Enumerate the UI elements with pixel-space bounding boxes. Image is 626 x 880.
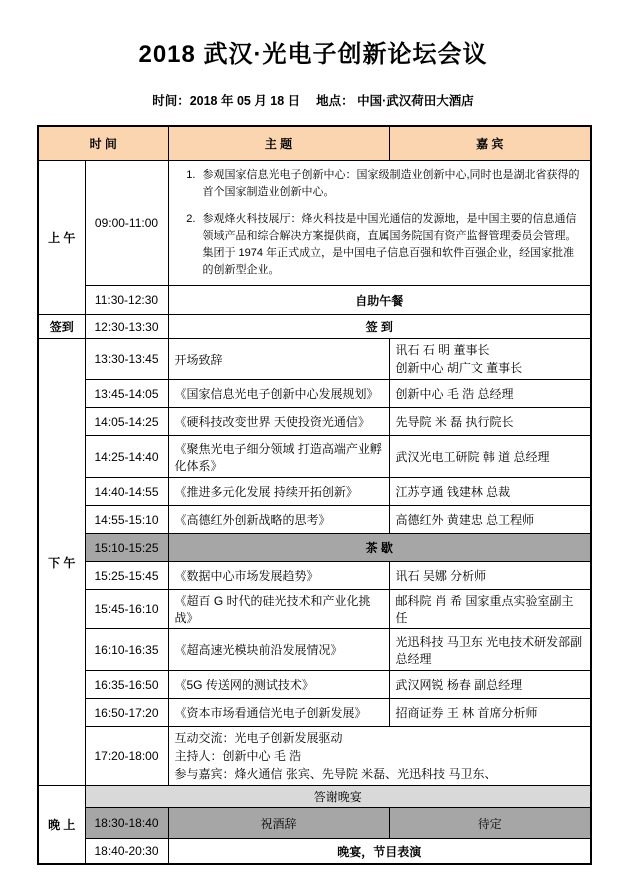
table-row [38, 808, 591, 839]
toast-cell: 祝酒辞 [168, 808, 389, 839]
table-row [38, 436, 591, 478]
guest-cell: 招商证券 王 林 首席分析师 [389, 699, 591, 727]
table-row [38, 671, 591, 699]
time-cell: 16:50-17:20 [85, 699, 168, 727]
table-header-row [38, 126, 591, 161]
visit-item: 2. 参观烽火科技展厅：烽火科技是中国光通信的发源地，是中国主要的信息通信领域产品和综合解决方案提供商，直属国务院国有资产监督管理委员会管理。集团于 1974 年正式成立，是中国电子信息百强和软件百强企业，经国家批准的创新型企业。 [199, 211, 585, 279]
time-cell: 18:40-20:30 [85, 839, 168, 864]
header-time: 时 间 [38, 126, 168, 161]
toast-guest-cell: 待定 [389, 808, 591, 839]
time-cell: 16:35-16:50 [85, 671, 168, 699]
topic-cell: 《国家信息光电子创新中心发展规划》 [168, 380, 389, 408]
checkin-banner: 签 到 [168, 315, 591, 339]
time-cell: 12:30-13:30 [85, 315, 168, 339]
topic-cell: 《超百 G 时代的硅光技术和产业化挑战》 [168, 590, 389, 629]
table-row [38, 699, 591, 727]
period-cell-evening: 晚 上 [38, 786, 85, 864]
table-row [38, 478, 591, 506]
visit-item: 1. 参观国家信息光电子创新中心：国家级制造业创新中心,同时也是湖北省获得的首个国家制造业创新中心。 [199, 167, 585, 201]
table-row [38, 380, 591, 408]
time-cell: 14:55-15:10 [85, 506, 168, 534]
time-cell: 15:10-15:25 [85, 534, 168, 562]
visit-list [175, 167, 585, 279]
table-row [38, 562, 591, 590]
guest-cell: 光迅科技 马卫东 光电技术研发部副总经理 [389, 629, 591, 671]
table-row [38, 590, 591, 629]
topic-cell: 《硬科技改变世界 天使投资光通信》 [168, 408, 389, 436]
table-row [38, 315, 591, 339]
topic-cell: 《推进多元化发展 持续开拓创新》 [168, 478, 389, 506]
guest-cell: 高德红外 黄建忠 总工程师 [389, 506, 591, 534]
guest-line: 创新中心 胡广文 董事长 [395, 361, 523, 376]
visit-agenda-cell [168, 161, 591, 286]
time-cell: 09:00-11:00 [85, 161, 168, 286]
guest-line: 讯石 石 明 董事长 [395, 343, 490, 358]
dinner-show-banner: 晚宴，节目表演 [168, 839, 591, 864]
time-cell: 11:30-12:30 [85, 286, 168, 315]
guest-cell: 创新中心 毛 浩 总经理 [389, 380, 591, 408]
guest-cell: 武汉光电工研院 韩 道 总经理 [389, 436, 591, 478]
panel-line: 参与嘉宾：烽火通信 张宾、先导院 米磊、光迅科技 马卫东、 [174, 767, 497, 782]
guest-cell: 武汉网锐 杨春 副总经理 [389, 671, 591, 699]
panel-discussion-cell [168, 727, 591, 786]
page-title: 2018 武汉·光电子创新论坛会议 [138, 41, 488, 68]
time-cell: 17:20-18:00 [85, 727, 168, 786]
table-row [38, 839, 591, 864]
panel-line: 主持人：创新中心 毛 浩 [174, 749, 302, 764]
topic-cell: 《超高速光模块前沿发展情况》 [168, 629, 389, 671]
page-subtitle: 时间：2018 年 05 月 18 日 地点： 中国·武汉荷田大酒店 [152, 94, 474, 108]
time-cell: 13:30-13:45 [85, 339, 168, 380]
guest-cell: 邮科院 肖 希 国家重点实验室副主任 [389, 590, 591, 629]
table-row [38, 506, 591, 534]
tea-break-banner: 茶 歇 [168, 534, 591, 562]
time-cell: 18:30-18:40 [85, 808, 168, 839]
panel-line: 互动交流：光电子创新发展驱动 [174, 731, 343, 746]
topic-cell: 《资本市场看通信光电子创新发展》 [168, 699, 389, 727]
topic-cell: 《聚焦光电子细分领域 打造高端产业孵化体系》 [168, 436, 389, 478]
topic-cell: 《数据中心市场发展趋势》 [168, 562, 389, 590]
guest-cell [389, 339, 591, 380]
topic-cell: 《高德红外创新战略的思考》 [168, 506, 389, 534]
period-cell-morning: 上 午 [38, 161, 85, 315]
table-row [38, 786, 591, 808]
time-cell: 14:25-14:40 [85, 436, 168, 478]
lunch-banner: 自助午餐 [168, 286, 591, 315]
time-cell: 14:05-14:25 [85, 408, 168, 436]
table-row [38, 727, 591, 786]
banquet-banner: 答谢晚宴 [85, 786, 591, 808]
table-row [38, 161, 591, 286]
time-cell: 16:10-16:35 [85, 629, 168, 671]
time-cell: 15:25-15:45 [85, 562, 168, 590]
table-row [38, 534, 591, 562]
time-cell: 13:45-14:05 [85, 380, 168, 408]
header-guest: 嘉 宾 [389, 126, 591, 161]
agenda-table [37, 125, 592, 865]
table-row [38, 286, 591, 315]
topic-cell: 开场致辞 [168, 339, 389, 380]
period-cell-afternoon: 下 午 [38, 339, 85, 786]
topic-cell: 《5G 传送网的测试技术》 [168, 671, 389, 699]
guest-cell: 江苏亨通 钱建林 总裁 [389, 478, 591, 506]
table-row [38, 408, 591, 436]
header-topic: 主 题 [168, 126, 389, 161]
table-row [38, 629, 591, 671]
guest-cell: 先导院 米 磊 执行院长 [389, 408, 591, 436]
period-cell-checkin: 签到 [38, 315, 85, 339]
time-cell: 14:40-14:55 [85, 478, 168, 506]
time-cell: 15:45-16:10 [85, 590, 168, 629]
table-row [38, 339, 591, 380]
guest-cell: 讯石 吴娜 分析师 [389, 562, 591, 590]
